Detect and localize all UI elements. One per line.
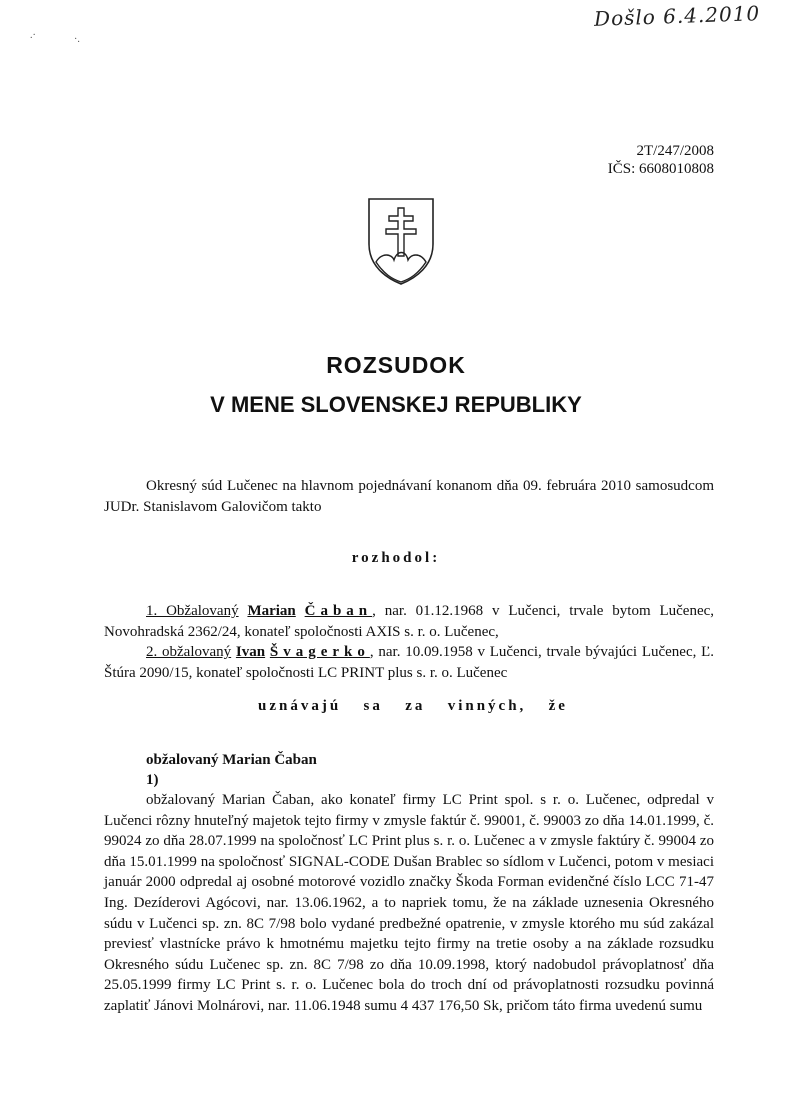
judgment-title: ROZSUDOK <box>326 352 466 378</box>
defendant-1 <box>104 601 714 642</box>
section-body <box>104 790 714 1017</box>
handwritten-received-note: Došlo 6.4.2010 <box>593 1 761 31</box>
intro-paragraph <box>104 476 714 517</box>
judgment-subtitle: V MENE SLOVENSKEJ REPUBLIKY <box>210 392 582 417</box>
scan-speck: ·. <box>74 34 80 45</box>
defendant-1-details: , nar. 01.12.1968 v Lučenci, trvale bytom Lučenec, Novohradská 2362/24, konateľ spoločnosti AXIS s. r. o. Lučenec, <box>104 603 715 640</box>
guilty-verdict-line <box>258 698 568 715</box>
case-reference-block <box>608 142 714 178</box>
defendant-1-first-name: Marian <box>247 603 296 619</box>
defendant-1-prefix: 1. Obžalovaný <box>146 603 239 619</box>
section-number: 1) <box>146 772 159 788</box>
scan-speck: .· <box>30 30 36 41</box>
section-heading: obžalovaný Marian Čaban <box>146 752 317 768</box>
guilty-word: uznávajú <box>258 698 342 714</box>
defendant-2-prefix: 2. obžalovaný <box>146 644 232 660</box>
guilty-word: že <box>548 698 568 714</box>
ics-number: IČS: 6608010808 <box>607 161 714 177</box>
slovak-coat-of-arms-icon <box>366 196 436 286</box>
defendant-2-details: , nar. 10.09.1958 v Lučenci, trvale bývajúci Lučenec, Ľ. Štúra 2090/15, konateľ spoločnosti LC PRINT plus s. r. o. Lučenec <box>104 644 715 681</box>
guilty-word: vinných, <box>447 698 527 714</box>
defendant-2 <box>104 642 714 683</box>
file-number: 2T/247/2008 <box>636 143 714 159</box>
defendant-1-last-name: Čaban <box>304 603 373 619</box>
defendant-2-last-name: Švagerko <box>269 644 370 660</box>
guilty-word: za <box>405 698 426 714</box>
decided-heading: rozhodol: <box>351 550 441 566</box>
section-text: obžalovaný Marian Čaban, ako konateľ firmy LC Print spol. s r. o. Lučenec, odpredal v Lučenci rôzny hnuteľný majetok tejto firmy v zmysle faktúr č. 99001, č. 99003 zo dňa 14.01.1999, č. 99024 zo dňa 28.07.1999 na spoločnosť LC Print plus s. r. o. Lučenec a v zmysle faktúry č. 99004 zo dňa 15.01.1999 na spoločnosť SIGNAL-CODE Dušan Brablec so sídlom v Lučenci, potom v mesiaci január 2000 odpredal aj osobné motorové vozidlo značky Škoda Forman evidenčné číslo LCC 71-47 Ing. Dezíderovi Agócovi, nar. 13.06.1962, a to napriek tomu, že na základe uznesenia Okresného súdu v Lučenci sp. zn. 8C 7/98 bolo vydané predbežné opatrenie, v zmysle ktorého mu súd zakázal previesť vlastnícke právo k hmotnému majetku tejto firmy na tretie osoby a na základe rozsudku Okresného súdu Lučenec sp. zn. 8C 7/98 zo dňa 10.09.1998, ktorý nadobudol právoplatnosť dňa 25.05.1999 firmy LC Print s. r. o. Lučenec bola do troch dní od právoplatnosti rozsudku povinná zaplatiť Jánovi Molnárovi, nar. 11.06.1948 sumu 4 437 176,50 Sk, pričom táto firma uvedenú sumu <box>104 792 714 1014</box>
guilty-word: sa <box>363 698 383 714</box>
intro-text: Okresný súd Lučenec na hlavnom pojednávaní konanom dňa 09. februára 2010 samosudcom JUDr. Stanislavom Galovičom takto <box>104 478 714 515</box>
defendant-2-first-name: Ivan <box>235 644 266 660</box>
